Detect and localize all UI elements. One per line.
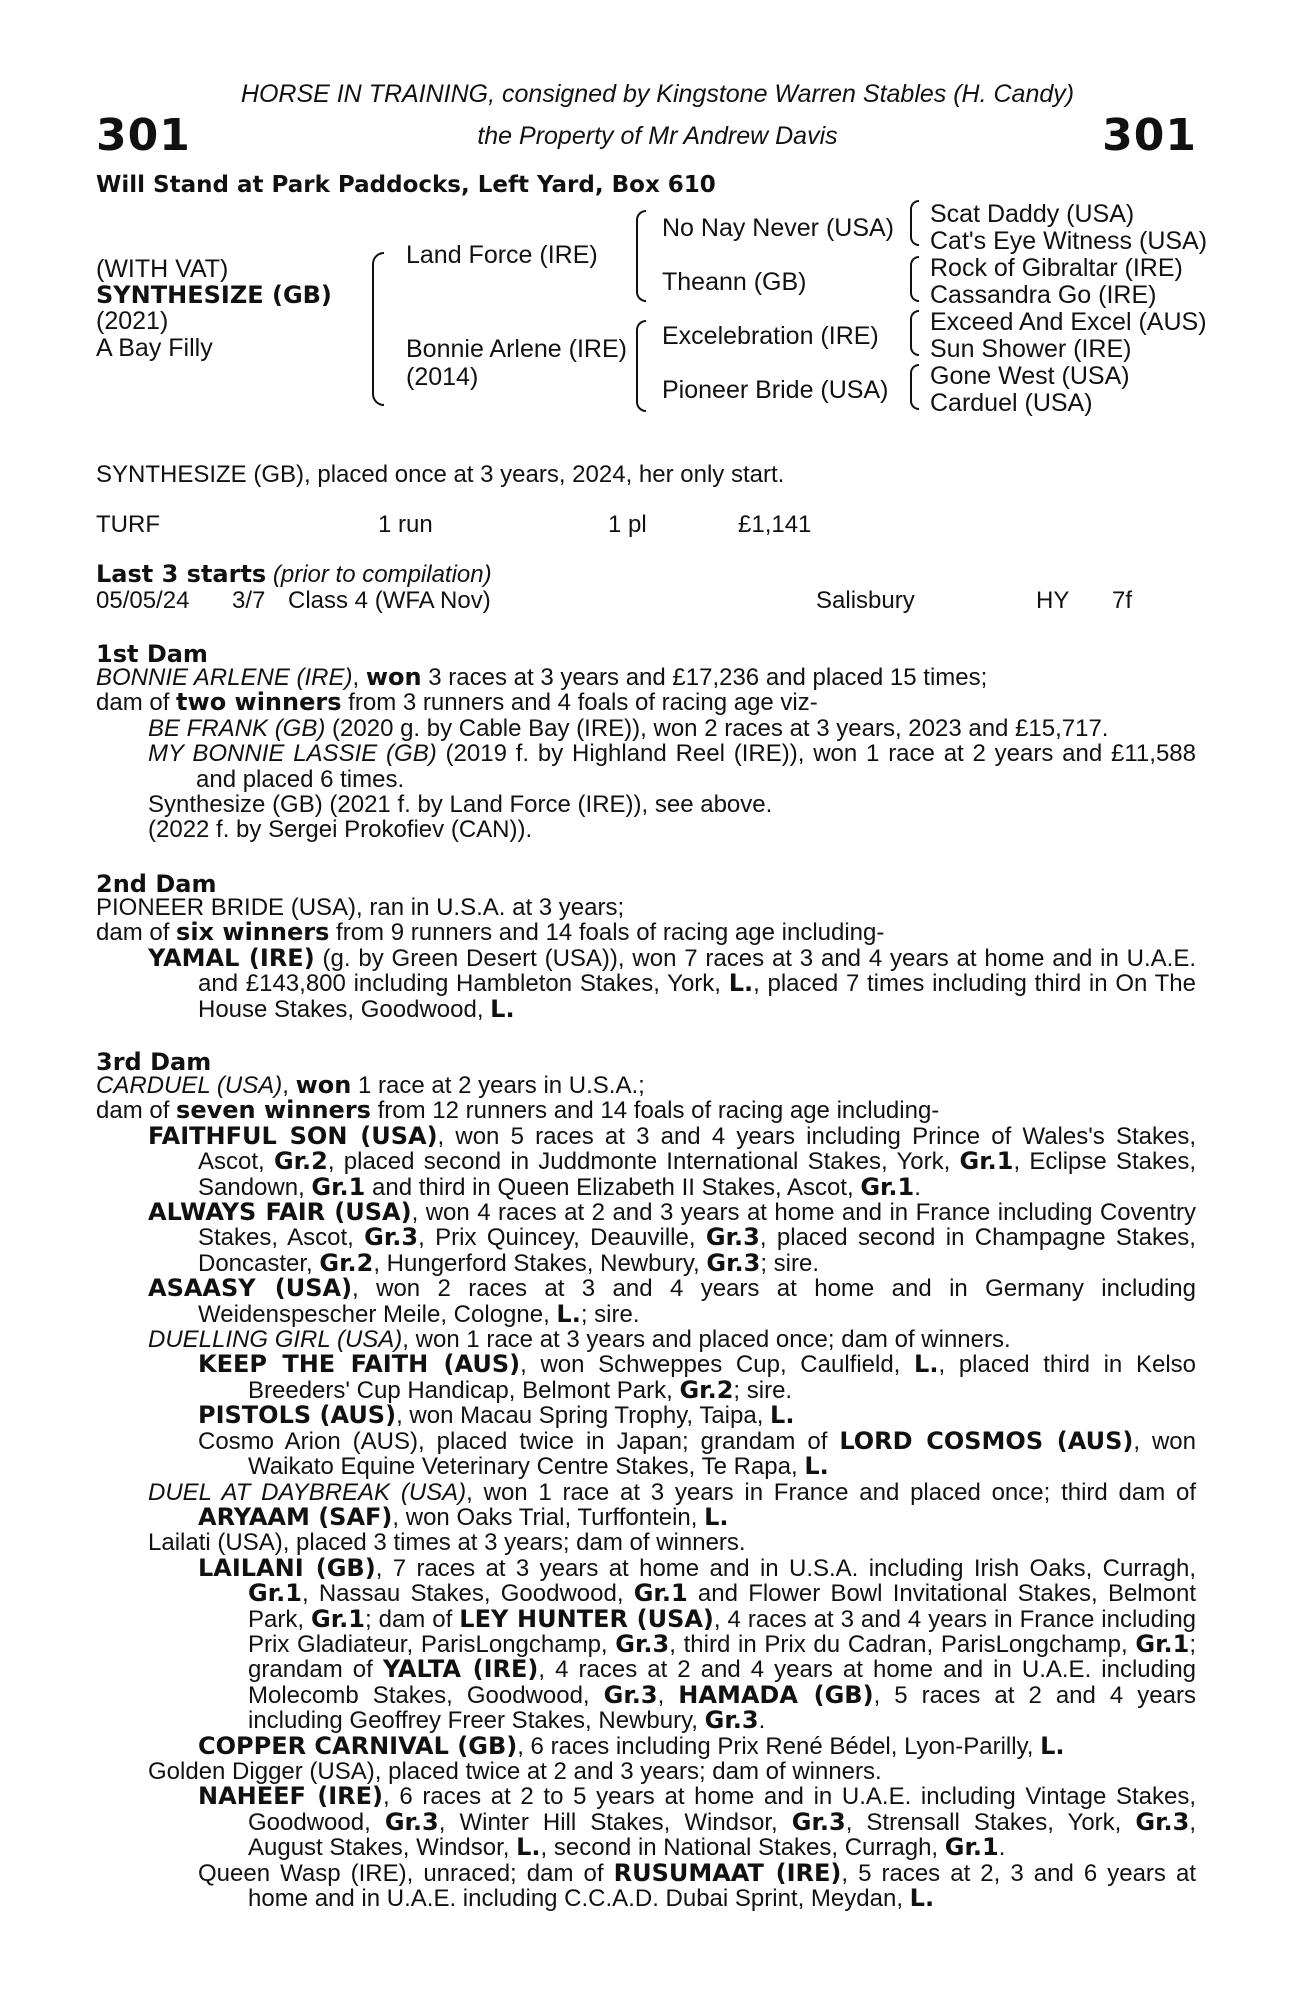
pedigree-sss: Scat Daddy (USA) [930, 200, 1135, 228]
text: , placed third in Kelso Breeders' Cup Handicap, Belmont Park, [248, 1351, 1196, 1404]
pedigree-dss: Exceed And Excel (AUS) [930, 308, 1207, 336]
pedigree-sire: Land Force (IRE) [406, 241, 598, 269]
record-placed: 1 pl [608, 511, 647, 538]
text: from 3 runners and 4 foals of racing age viz- [341, 689, 818, 717]
text: , won Waikato Equine Veterinary Centre Stakes, Te Rapa, [248, 1427, 1196, 1481]
text: dam of [96, 689, 177, 717]
first-dam-title: 1st Dam [96, 640, 208, 668]
grade-badge: Gr.3 [364, 1223, 419, 1252]
grade-badge: Gr.3 [1135, 1807, 1190, 1836]
grade-badge: Gr.2 [679, 1375, 734, 1404]
text: (g. by Green Desert (USA)), won 7 races at 3 and 4 years at home and in U.A.E. and £143,800 including Hambleton Stakes, York, [198, 944, 1196, 998]
consignor-line: HORSE IN TRAINING, consigned by Kingstone Warren Stables (H. Candy) [240, 80, 1075, 108]
offspring-name: DUELLING GIRL (USA) [148, 1326, 403, 1354]
text: , won Oaks Trial, Turffontein, [392, 1503, 705, 1531]
grade-badge: Gr.3 [603, 1680, 658, 1709]
pedigree-sire-dam: Theann (GB) [662, 268, 807, 296]
grade-badge: Gr.3 [704, 1706, 759, 1735]
text: , August Stakes, Windsor, [248, 1808, 1196, 1862]
offspring-name: LEY HUNTER (USA) [459, 1604, 714, 1633]
text: dam of [96, 919, 177, 947]
listed-badge: L. [556, 1299, 581, 1328]
offspring-name: RUSUMAAT (IRE) [613, 1858, 842, 1887]
text: ; sire. [733, 1376, 793, 1404]
grandoffspring-entry [198, 1731, 1196, 1760]
offspring-name: ARYAAM (SAF) [198, 1502, 393, 1531]
text: , Nassau Stakes, Goodwood, [301, 1580, 634, 1608]
text: , won Macau Spring Trophy, Taipa, [396, 1402, 771, 1430]
pedigree-ssd: Cat's Eye Witness (USA) [930, 227, 1208, 255]
text: Queen Wasp (IRE), unraced; dam of [198, 1859, 614, 1887]
offspring-entry [148, 716, 1196, 741]
grade-badge: Gr.1 [944, 1833, 999, 1862]
offspring-entry [148, 1327, 1196, 1352]
text: from 9 runners and 14 foals of racing age including- [329, 919, 885, 947]
offspring-name: BE FRANK (GB) [148, 714, 326, 742]
last-starts-heading [96, 562, 492, 587]
grade-badge: Gr.1 [959, 1147, 1014, 1176]
pedigree-dds: Gone West (USA) [930, 362, 1130, 390]
text: , 5 races at 2, 3 and 6 years at home and in U.A.E. including C.C.A.D. Dubai Sprint, Meydan, [248, 1859, 1196, 1912]
listed-badge: L. [704, 1502, 729, 1531]
pedigree-dsd: Sun Shower (IRE) [930, 335, 1132, 363]
listed-badge: L. [914, 1350, 939, 1379]
text: (2019 f. by Highland Reel (IRE)), won 1 race at 2 years and £11,588 and placed 6 times. [196, 740, 1196, 793]
grandoffspring-entry [198, 1426, 1196, 1481]
grandoffspring-entry [198, 1403, 1196, 1428]
second-dam-line: PIONEER BRIDE (USA), ran in U.S.A. at 3 years; [96, 894, 625, 921]
text: , won 4 races at 2 and 3 years at home and in France including Coventry Stakes, Ascot, [198, 1199, 1196, 1252]
text: , Eclipse Stakes, Sandown, [198, 1148, 1197, 1201]
text: , [352, 664, 366, 691]
offspring-entry [148, 1200, 1196, 1276]
third-dam-name: CARDUEL (USA) [96, 1072, 283, 1099]
text: and Flower Bowl Invitational Stakes, Belmont Park, [248, 1580, 1196, 1633]
pedigree-ddd: Carduel (USA) [930, 389, 1093, 417]
winners-count: two winners [176, 688, 342, 717]
pedigree-sire-sire: No Nay Never (USA) [662, 214, 894, 242]
last-start-distance: 7f [1112, 587, 1133, 614]
text: , won 1 race at 3 years and placed once; dam of winners. [402, 1326, 1011, 1354]
text: , placed 7 times including third in On The House Stakes, Goodwood, [198, 970, 1196, 1023]
text: . [998, 1834, 1006, 1862]
text: (2020 g. by Cable Bay (IRE)), won 2 races at 3 years, 2023 and £15,717. [325, 714, 1109, 742]
record-surface: TURF [96, 511, 160, 538]
grade-badge: Gr.3 [705, 1223, 760, 1252]
offspring-name: COPPER CARNIVAL (GB) [198, 1731, 518, 1760]
horse-description: A Bay Filly [96, 334, 213, 362]
pedigree-dam-year: (2014) [406, 363, 479, 391]
text: from 12 runners and 14 foals of racing age including- [370, 1097, 940, 1125]
last-starts-note: (prior to compilation) [272, 561, 492, 588]
offspring-name: PISTOLS (AUS) [198, 1401, 397, 1430]
grade-badge: Gr.2 [273, 1147, 328, 1176]
vat-note: (WITH VAT) [96, 255, 229, 283]
winners-count: seven winners [176, 1096, 371, 1125]
text: dam of [96, 1097, 177, 1125]
pedigree-brace-dd [910, 364, 919, 410]
pedigree-brace-sire [636, 210, 646, 302]
record-runs: 1 run [378, 511, 433, 538]
offspring-entry [148, 1480, 1196, 1531]
grade-badge: Gr.3 [384, 1807, 439, 1836]
pedigree-dam-sire: Excelebration (IRE) [662, 322, 879, 350]
text: , won Schweppes Cup, Caulfield, [520, 1351, 915, 1379]
offspring-name: YAMAL (IRE) [148, 943, 315, 972]
listed-badge: L. [490, 994, 515, 1023]
text: , won 2 races at 3 and 4 years at home and in Germany including Weidenspescher Meile, Cologne, [198, 1275, 1196, 1328]
offspring-name: FAITHFUL SON (USA) [148, 1121, 438, 1150]
grade-badge: Gr.1 [633, 1579, 688, 1608]
offspring-name: ASAASY (USA) [148, 1274, 353, 1303]
offspring-entry [148, 943, 1196, 1023]
text: ; dam of [364, 1605, 460, 1633]
text: , placed second in Champagne Stakes, Doncaster, [198, 1224, 1196, 1277]
text: , second in National Stakes, Curragh, [540, 1834, 945, 1862]
offspring-entry [148, 1121, 1197, 1201]
text: , third in Prix du Cadran, ParisLongchamp, [669, 1630, 1136, 1658]
grade-badge: Gr.1 [311, 1172, 366, 1201]
record-earnings: £1,141 [738, 511, 812, 538]
text: , Prix Quincey, Deauville, [418, 1224, 706, 1252]
won-label: won [365, 663, 422, 691]
text: and third in Queen Elizabeth II Stakes, Ascot, [365, 1173, 861, 1201]
text: , [282, 1072, 296, 1099]
grade-badge: Gr.1 [311, 1604, 365, 1633]
grade-badge: Gr.3 [615, 1629, 670, 1658]
grade-badge: Gr.3 [791, 1807, 846, 1836]
offspring-entry [148, 741, 1196, 792]
won-label: won [295, 1071, 352, 1099]
offspring-name: LORD COSMOS (AUS) [839, 1426, 1134, 1455]
text: , 5 races at 2 and 4 years including Geoffrey Freer Stakes, Newbury, [248, 1681, 1196, 1735]
second-dam-block [96, 895, 1196, 1022]
pedigree-brace-ss [910, 200, 919, 246]
last-start-going: HY [1036, 587, 1070, 614]
summary-line: SYNTHESIZE (GB), placed once at 3 years, 2024, her only start. [96, 461, 785, 488]
grandoffspring-entry [198, 1553, 1197, 1735]
pedigree-brace-main [372, 252, 384, 406]
offspring-name: HAMADA (GB) [678, 1680, 874, 1709]
pedigree-brace-sd [910, 256, 919, 302]
pedigree-sdd: Cassandra Go (IRE) [930, 281, 1157, 309]
offspring-name: ALWAYS FAIR (USA) [148, 1198, 412, 1227]
text: Cosmo Arion (AUS), placed twice in Japan; grandam of [198, 1427, 840, 1455]
grade-badge: Gr.1 [860, 1172, 915, 1201]
offspring-entry: Lailati (USA), placed 3 times at 3 years; dam of winners. [148, 1529, 746, 1557]
lot-number-left: 301 [96, 110, 191, 161]
text: , 4 races at 2 and 4 years at home and in U.A.E. including Molecomb Stakes, Goodwood, [248, 1656, 1197, 1709]
listed-badge: L. [770, 1401, 795, 1430]
third-dam-title: 3rd Dam [96, 1048, 212, 1076]
first-dam-block [96, 665, 1196, 843]
winners-count: six winners [176, 918, 330, 947]
offspring-name: NAHEEF (IRE) [198, 1782, 384, 1811]
offspring-entry: Synthesize (GB) (2021 f. by Land Force (IRE)), see above. [148, 791, 773, 819]
text: , 7 races at 3 years at home and in U.S.A. including Irish Oaks, Curragh, [375, 1554, 1196, 1582]
horse-year: (2021) [96, 307, 169, 335]
listed-badge: L. [728, 969, 754, 998]
offspring-name: MY BONNIE LASSIE (GB) [148, 740, 437, 768]
grade-badge: Gr.3 [706, 1248, 761, 1277]
first-dam-name: BONNIE ARLENE (IRE) [96, 664, 353, 691]
text: , won 5 races at 3 and 4 years including Prince of Wales's Stakes, Ascot, [198, 1122, 1197, 1176]
grade-badge: Gr.1 [1135, 1629, 1190, 1658]
text: ; sire. [760, 1249, 820, 1277]
offspring-name: DUEL AT DAYBREAK (USA) [148, 1478, 467, 1506]
offspring-entry: Golden Digger (USA), placed twice at 2 and 3 years; dam of winners. [148, 1757, 882, 1785]
last-start-date: 05/05/24 [96, 587, 190, 614]
pedigree-brace-dam [636, 320, 646, 412]
second-dam-title: 2nd Dam [96, 870, 217, 898]
listed-badge: L. [1040, 1731, 1065, 1760]
third-dam-block [96, 1073, 1196, 1911]
text: , [657, 1681, 679, 1709]
text: . [758, 1707, 766, 1735]
grade-badge: Gr.1 [248, 1579, 302, 1608]
text: , 6 races at 2 to 5 years at home and in U.A.E. including Vintage Stakes, Goodwood, [248, 1783, 1197, 1836]
grandoffspring-entry [198, 1858, 1196, 1912]
offspring-entry [148, 1276, 1196, 1327]
pedigree-brace-ds [910, 310, 919, 356]
location-line: Will Stand at Park Paddocks, Left Yard, Box 610 [96, 172, 716, 198]
offspring-entry: (2022 f. by Sergei Prokofiev (CAN)). [148, 816, 533, 844]
text: , Strensall Stakes, York, [845, 1808, 1136, 1836]
listed-badge: L. [909, 1884, 935, 1912]
text: 1 race at 2 years in U.S.A.; [351, 1072, 645, 1099]
text: ; grandam of [248, 1630, 1196, 1684]
text: , Hungerford Stakes, Newbury, [373, 1249, 707, 1277]
listed-badge: L. [804, 1452, 829, 1481]
text: , won 1 race at 3 years in France and placed once; third dam of [466, 1478, 1197, 1506]
grade-badge: Gr.2 [319, 1248, 374, 1277]
text: , 6 races including Prix René Bédel, Lyon-Parilly, [517, 1732, 1041, 1760]
last-start-pos: 3/7 [232, 587, 266, 614]
pedigree-dam-dam: Pioneer Bride (USA) [662, 376, 889, 404]
listed-badge: L. [516, 1833, 541, 1862]
last-start-race: Class 4 (WFA Nov) [288, 587, 491, 614]
text: , 4 races at 3 and 4 years in France including Prix Gladiateur, ParisLongchamp, [248, 1605, 1197, 1658]
offspring-name: KEEP THE FAITH (AUS) [198, 1350, 521, 1379]
property-line: the Property of Mr Andrew Davis [477, 122, 838, 150]
last-starts-title: Last 3 starts [96, 560, 267, 588]
pedigree-dam: Bonnie Arlene (IRE) [406, 335, 627, 363]
text: ; sire. [580, 1300, 640, 1328]
grandoffspring-entry [198, 1352, 1196, 1403]
pedigree-sds: Rock of Gibraltar (IRE) [930, 254, 1183, 282]
lot-number-right: 301 [1102, 110, 1197, 161]
text: , Winter Hill Stakes, Windsor, [438, 1808, 792, 1836]
offspring-name: LAILANI (GB) [198, 1553, 376, 1582]
text: . [914, 1173, 921, 1201]
offspring-name: YALTA (IRE) [382, 1655, 539, 1684]
last-start-course: Salisbury [816, 587, 915, 614]
text: , placed second in Juddmonte International Stakes, York, [327, 1148, 960, 1176]
grandoffspring-entry [198, 1784, 1196, 1860]
text: 3 races at 3 years and £17,236 and placed 15 times; [421, 664, 988, 691]
horse-name: SYNTHESIZE (GB) [96, 281, 332, 309]
